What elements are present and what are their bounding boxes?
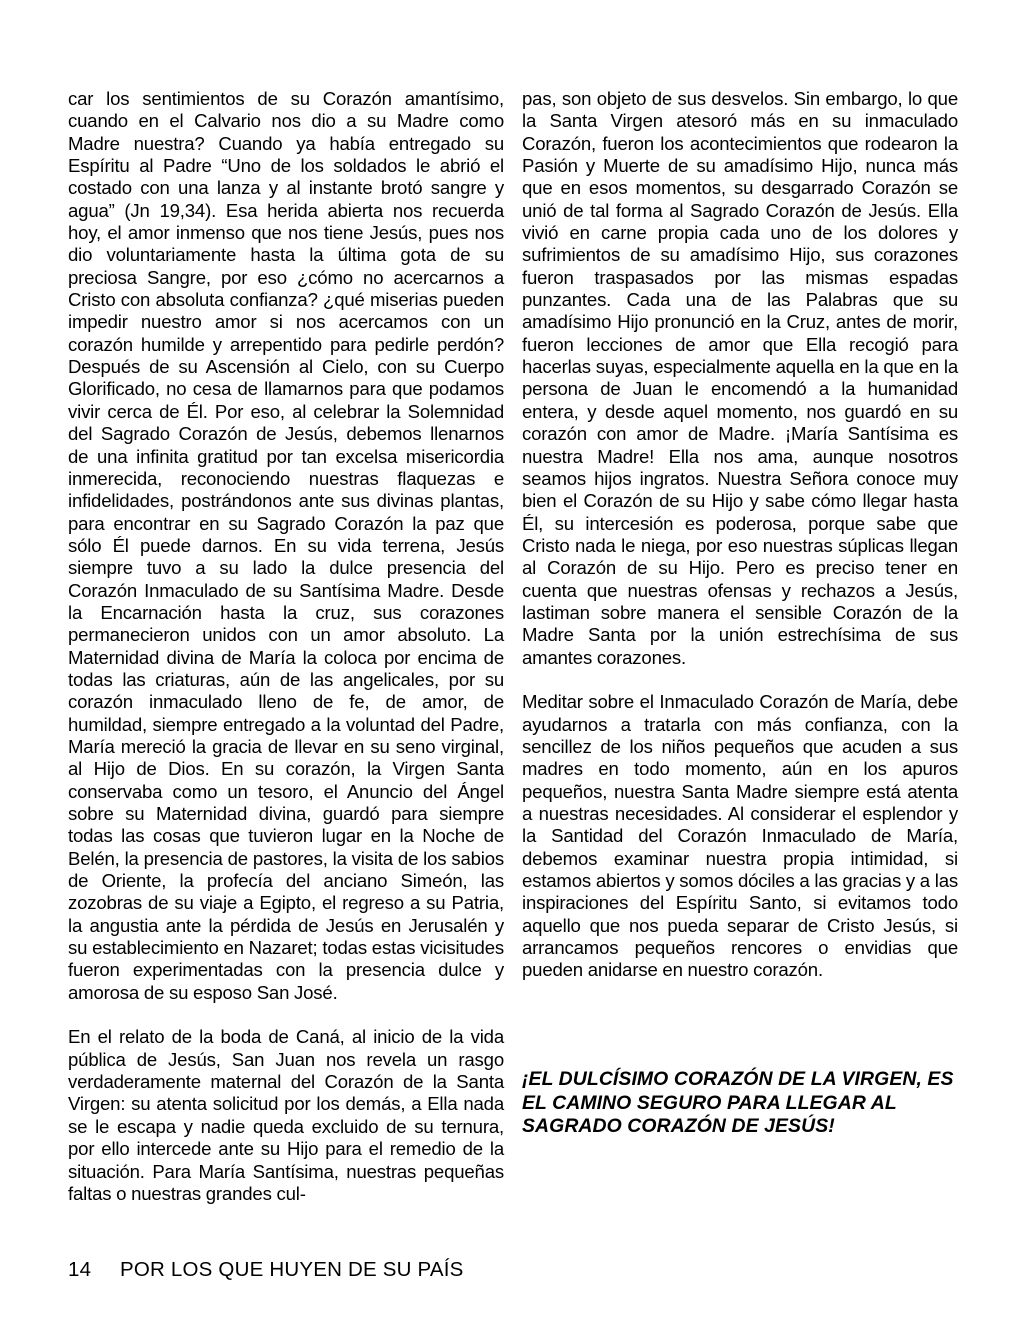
right-column <box>522 88 958 1188</box>
page-footer <box>68 1258 958 1282</box>
left-column <box>68 88 504 1204</box>
right-column-paragraph-1: pas, son objeto de sus desvelos. Sin embargo, lo que la Santa Virgen atesoró más en su inmaculado Corazón, fueron los acontecimientos que rodearon la Pasión y Muerte de su amadísimo Hijo, nunca más que en esos momentos, su desgarrado Corazón se unió de tal forma al Sagrado Corazón de Jesús. Ella vivió en carne propia cada uno de los dolores y sufrimientos de su amadísimo Hijo, sus corazones fueron traspasados por las mismas espadas punzantes. Cada una de las Palabras que su amadísimo Hijo pronunció en la Cruz, antes de morir, fueron lecciones de amor que Ella recogió para hacerlas suyas, especialmente aquella en la que en la persona de Juan le encomendó a la humanidad entera, y desde aquel momento, nos guardó en su corazón con amor de Madre. ¡María Santísima es nuestra Madre! Ella nos ama, aunque nosotros seamos hijos ingratos. Nuestra Señora conoce muy bien el Corazón de su Hijo y sabe cómo llegar hasta Él, su intercesión es poderosa, porque sabe que Cristo nada le niega, por eso nuestras súplicas llegan al Corazón de su Hijo. Pero es preciso tener en cuenta que nuestras ofensas y rechazos a Jesús, lastiman sobre manera el sensible Corazón de la Madre Santa por la unión estrechísima de sus amantes corazones. <box>522 88 958 668</box>
left-column-paragraph-1: car los sentimientos de su Corazón amantísimo, cuando en el Calvario nos dio a su Madre como Madre nuestra? Cuando ya había entregado su Espíritu al Padre “Uno de los soldados le abrió el costado con una lanza y al instante brotó sangre y agua” (Jn 19,34). Esa herida abierta nos recuerda hoy, el amor inmenso que nos tiene Jesús, pues nos dio voluntariamente hasta la última gota de su preciosa Sangre, por eso ¿cómo no acercarnos a Cristo con absoluta confianza? ¿qué miserias pueden impedir nuestro amor si nos acercamos con un corazón humilde y arrepentido para pedirle perdón? Después de su Ascensión al Cielo, con su Cuerpo Glorificado, no cesa de llamarnos para que podamos vivir cerca de Él. Por eso, al celebrar la Solemnidad del Sagrado Corazón de Jesús, debemos llenarnos de una infinita gratitud por tan excelsa misericordia inmerecida, reconociendo nuestras flaquezas e infidelidades, postrándonos ante sus divinas plantas, para encontrar en su Sagrado Corazón la paz que sólo Él puede darnos. En su vida terrena, Jesús siempre tuvo a su lado la dulce presencia del Corazón Inmaculado de su Santísima Madre. Desde la Encarnación hasta la cruz, sus corazones permanecieron unidos con un amor absoluto. La Maternidad divina de María la coloca por encima de todas las criaturas, aún de las angelicales, por su corazón inmaculado lleno de fe, de amor, de humildad, siempre entregado a la voluntad del Padre, María mereció la gracia de llevar en su seno virginal, al Hijo de Dios. En su corazón, la Virgen Santa conservaba como un tesoro, el Anuncio del Ángel sobre su Maternidad divina, guardó para siempre todas las cosas que tuvieron lugar en la Noche de Belén, la presencia de pastores, la visita de los sabios de Oriente, la profecía del anciano Simeón, las zozobras de su viaje a Egipto, el regreso a su Patria, la angustia ante la pérdida de Jesús en Jerusalén y su establecimiento en Nazaret; todas estas vicisitudes fueron experimentadas con la presencia dulce y amorosa de su esposo San José. <box>68 88 504 1003</box>
right-column-paragraph-2: Meditar sobre el Inmaculado Corazón de María, debe ayudarnos a tratarla con más confianza, con la sencillez de los niños pequeños que acuden a sus madres en todo momento, aún en los apuros pequeños, nuestra Santa Madre siempre está atenta a nuestras necesidades. Al considerar el esplendor y la Santidad del Corazón Inmaculado de María, debemos examinar nuestra propia intimidad, si estamos abiertos y somos dóciles a las gracias y a las inspiraciones del Espíritu Santo, si evitamos todo aquello que nos pueda separar de Cristo Jesús, si arrancamos pequeños rencores o envidias que pueden anidarse en nuestro corazón. <box>522 691 958 981</box>
left-column-paragraph-2: En el relato de la boda de Caná, al inicio de la vida pública de Jesús, San Juan nos revela un rasgo verdaderamente maternal del Corazón de la Santa Virgen: su atenta solicitud por los demás, a Ella nada se le escapa y nadie queda excluido de su ternura, por ello intercede ante su Hijo para el remedio de la situación. Para María Santísima, nuestras pequeñas faltas o nuestras grandes cul- <box>68 1026 504 1204</box>
footer-title: POR LOS QUE HUYEN DE SU PAÍS <box>120 1258 464 1281</box>
two-column-text-body <box>68 88 958 1204</box>
page-number: 14 <box>68 1258 92 1281</box>
closing-slogan: ¡EL DULCÍSIMO CORAZÓN DE LA VIRGEN, ES EL CAMINO SEGURO PARA LLEGAR AL SAGRADO CORAZÓN DE JESÚS! <box>522 1068 954 1137</box>
